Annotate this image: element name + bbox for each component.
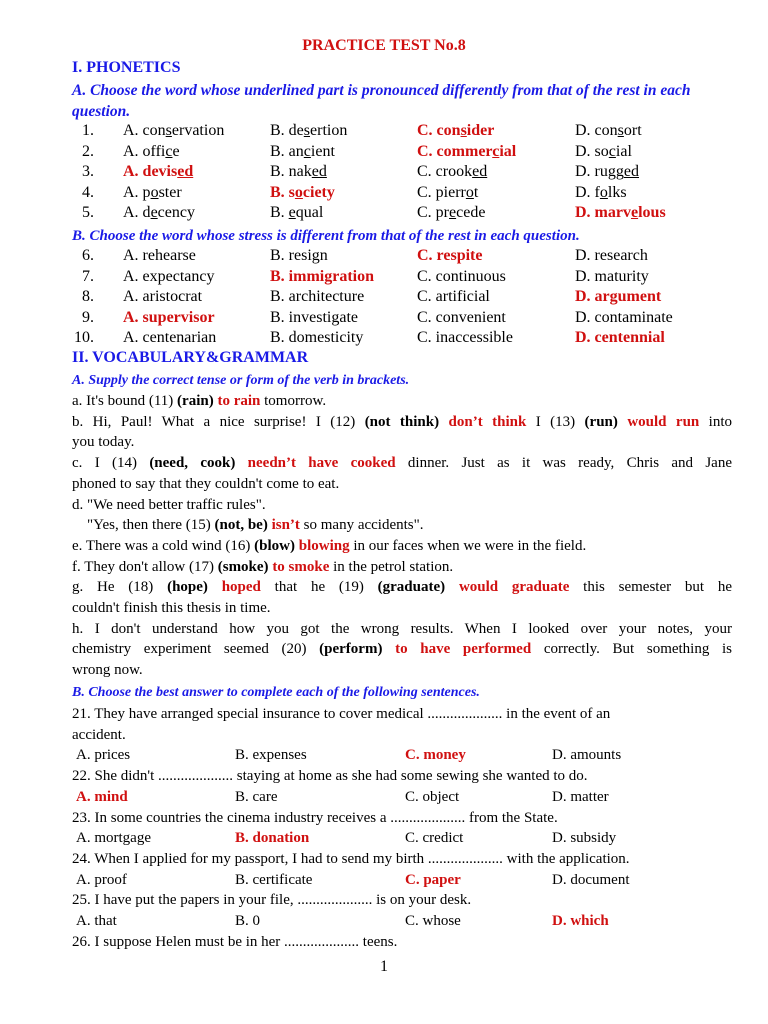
question-number: 6. xyxy=(82,247,94,264)
answer-option[interactable]: C. paper xyxy=(405,871,461,888)
answer-option[interactable]: A. prices xyxy=(76,747,131,764)
underlined-part: s xyxy=(617,122,624,139)
answer-option[interactable]: D. subsidy xyxy=(552,830,617,847)
exercise-line: b. Hi, Paul! What a nice surprise! I (12) (not think) don’t think I (13) (run) would run into xyxy=(72,413,732,430)
option-a[interactable]: A. centenarian xyxy=(123,329,217,347)
option-a[interactable]: A. conservation xyxy=(123,122,225,139)
stress-row xyxy=(72,246,732,266)
underlined-part: e xyxy=(630,204,639,222)
underlined-part: e xyxy=(150,204,158,222)
option-b[interactable]: B. architecture xyxy=(270,288,365,306)
underlined-part: o xyxy=(150,183,159,201)
option-c[interactable]: C. precede xyxy=(417,204,486,222)
option-d[interactable]: D. argument xyxy=(575,288,662,306)
underlined-part: c xyxy=(303,142,311,160)
question-number: 7. xyxy=(82,267,94,285)
option-d[interactable]: D. rugged xyxy=(575,163,639,181)
phonetics-part-b-instruction: B. Choose the word whose stress is different from that of the rest in each question. xyxy=(72,228,580,244)
phonetics-part-a-instruction: A. Choose the word whose underlined part is pronounced differently from that of the rest in each question. xyxy=(72,82,691,120)
option-b[interactable]: B. immigration xyxy=(270,267,374,285)
options-row xyxy=(72,787,732,807)
exercise-line: g. He (18) (hope) hoped that he (19) (graduate) would graduate this semester but he xyxy=(72,579,733,596)
option-d[interactable]: D. maturity xyxy=(575,267,649,285)
page-number: 1 xyxy=(380,958,388,975)
answer-option[interactable]: B. 0 xyxy=(235,913,261,929)
phonetics-row xyxy=(72,121,732,141)
section-vocabulary-heading: II. VOCABULARY&GRAMMAR xyxy=(72,349,309,366)
option-b[interactable]: B. desertion xyxy=(270,122,348,139)
option-b[interactable]: B. investigate xyxy=(270,308,358,326)
question-text-continued: accident. xyxy=(72,726,126,743)
answer-text: hoped xyxy=(221,579,261,596)
answer-option[interactable]: B. expenses xyxy=(235,747,307,764)
option-c[interactable]: C. convenient xyxy=(417,308,506,326)
answer-option[interactable]: A. mind xyxy=(76,788,128,805)
option-b[interactable]: B. domesticity xyxy=(270,329,364,347)
answer-option[interactable]: D. which xyxy=(552,913,609,929)
answer-option[interactable]: D. document xyxy=(552,871,630,888)
question-number: 5. xyxy=(82,204,94,222)
phonetics-row xyxy=(72,162,732,182)
option-a[interactable]: A. office xyxy=(123,142,180,160)
answer-option[interactable]: D. matter xyxy=(552,788,609,805)
answer-text: to smoke xyxy=(272,558,330,575)
question-text: 24. When I applied for my passport, I had to send my birth .................... with the application. xyxy=(72,850,630,867)
exercise-line: you today. xyxy=(72,434,135,451)
underlined-part: e xyxy=(449,204,457,222)
verb-prompt: (hope) xyxy=(167,579,208,596)
answer-text: needn’t have cooked xyxy=(247,455,396,472)
underlined-part: o xyxy=(294,183,303,201)
question-number: 8. xyxy=(82,288,94,306)
question-number: 3. xyxy=(82,163,94,181)
question-text: 22. She didn't .................... staying at home as she had some sewing she wanted to do. xyxy=(72,768,588,785)
answer-option[interactable]: B. donation xyxy=(235,830,310,847)
exercise-line: f. They don't allow (17) (smoke) to smoke in the petrol station. xyxy=(72,558,454,575)
phonetics-row xyxy=(72,183,732,203)
verb-prompt: (not, be) xyxy=(214,517,268,534)
option-c[interactable]: C. artificial xyxy=(417,288,490,306)
option-d[interactable]: D. consort xyxy=(575,122,642,139)
option-c[interactable]: C. pierrot xyxy=(417,183,479,201)
option-a[interactable]: A. poster xyxy=(123,183,182,201)
answer-text: isn’t xyxy=(271,517,300,534)
question-text: 25. I have put the papers in your file, .................... is on your desk. xyxy=(72,892,472,909)
stress-row xyxy=(72,308,732,328)
underlined-part: o xyxy=(599,183,608,201)
option-d[interactable]: D. contaminate xyxy=(575,308,673,326)
question-number: 9. xyxy=(82,308,94,326)
option-a[interactable]: A. devised xyxy=(123,163,194,181)
option-c[interactable]: C. crooked xyxy=(417,163,488,181)
answer-option[interactable]: B. care xyxy=(235,788,278,805)
underlined-part: c xyxy=(608,142,616,160)
exercise-line: d. "We need better traffic rules". xyxy=(72,496,266,513)
exercise-line: phoned to say that they couldn't come to eat. xyxy=(72,475,340,492)
underlined-part: e xyxy=(288,204,296,222)
option-c[interactable]: C. respite xyxy=(417,247,483,264)
answer-option[interactable]: A. that xyxy=(76,913,117,929)
question-number: 2. xyxy=(82,142,94,160)
underlined-part: s xyxy=(460,122,467,139)
answer-option[interactable]: C. whose xyxy=(405,913,461,929)
exercise-line: "Yes, then there (15) (not, be) isn’t so many accidents". xyxy=(72,517,424,534)
verb-prompt: (blow) xyxy=(254,537,296,554)
answer-text: would graduate xyxy=(458,579,570,596)
answer-text: to rain xyxy=(217,393,261,409)
verb-prompt: (graduate) xyxy=(377,579,446,596)
option-d[interactable]: D. social xyxy=(575,142,632,160)
question-number: 1. xyxy=(82,122,94,139)
answer-option[interactable]: C. money xyxy=(405,747,466,764)
answer-option[interactable]: D. amounts xyxy=(552,747,622,764)
verb-prompt: (not think) xyxy=(364,413,440,430)
answer-option[interactable]: C. credict xyxy=(405,830,464,847)
exercise-line: chemistry experiment seemed (20) (perform) to have performed correctly. But something is xyxy=(72,641,732,658)
exercise-line: h. I don't understand how you got the wrong results. When I looked over your notes, your xyxy=(72,620,732,637)
underlined-part: ed xyxy=(623,163,639,181)
answer-text: blowing xyxy=(298,537,350,554)
option-c[interactable]: C. consider xyxy=(417,122,495,139)
exercise-line: couldn't finish this thesis in time. xyxy=(72,600,271,616)
option-b[interactable]: B. equal xyxy=(270,204,324,222)
phonetics-row xyxy=(72,142,732,162)
underlined-part: ed xyxy=(177,163,194,181)
option-d[interactable]: D. centennial xyxy=(575,329,665,347)
underlined-part: s xyxy=(165,122,172,139)
options-row xyxy=(72,745,732,765)
page-title: PRACTICE TEST No.8 xyxy=(302,37,466,54)
underlined-part: c xyxy=(165,142,173,160)
option-a[interactable]: A. rehearse xyxy=(123,247,196,264)
option-a[interactable]: A. decency xyxy=(123,204,195,222)
underlined-part: o xyxy=(465,183,474,201)
option-d[interactable]: D. marvelous xyxy=(575,204,666,222)
question-text: 26. I suppose Helen must be in her .................... teens. xyxy=(72,933,398,950)
question-text: 23. In some countries the cinema industry receives a .................... from the State. xyxy=(72,809,558,826)
answer-text: to have performed xyxy=(395,641,532,658)
options-row xyxy=(72,828,732,848)
answer-option[interactable]: A. mortgage xyxy=(76,830,151,847)
options-row xyxy=(72,870,732,890)
verb-prompt: (smoke) xyxy=(217,558,269,575)
answer-text: don’t think xyxy=(448,413,527,430)
answer-text: would run xyxy=(627,413,700,430)
verb-prompt: (need, cook) xyxy=(149,455,236,472)
exercise-line: c. I (14) (need, cook) needn’t have cooked dinner. Just as it was ready, Chris and Jane xyxy=(72,455,732,472)
vocab-part-a-instruction: A. Supply the correct tense or form of the verb in brackets. xyxy=(72,373,410,388)
answer-option[interactable]: A. proof xyxy=(76,871,127,888)
option-d[interactable]: D. folks xyxy=(575,183,627,201)
question-text: 21. They have arranged special insurance to cover medical .................... in the event of an xyxy=(72,706,611,722)
answer-option[interactable]: C. object xyxy=(405,788,460,805)
option-b[interactable]: B. ancient xyxy=(270,142,335,160)
stress-row xyxy=(72,287,732,307)
underlined-part: c xyxy=(492,142,500,160)
option-a[interactable]: A. aristocrat xyxy=(123,288,203,306)
stress-row xyxy=(72,267,732,287)
option-b[interactable]: B. naked xyxy=(270,163,327,181)
stress-row xyxy=(72,328,732,348)
answer-option[interactable]: B. certificate xyxy=(235,871,313,888)
verb-prompt: (rain) xyxy=(177,393,214,409)
section-phonetics-heading: I. PHONETICS xyxy=(72,59,181,76)
question-number: 4. xyxy=(82,183,94,201)
option-c[interactable]: C. commercial xyxy=(417,142,517,160)
question-number: 10. xyxy=(74,329,94,347)
option-a[interactable]: A. expectancy xyxy=(123,267,215,285)
exercise-line: a. It's bound (11) (rain) to rain tomorrow. xyxy=(72,393,327,409)
vocab-part-b-instruction: B. Choose the best answer to complete each of the following sentences. xyxy=(72,685,480,700)
underlined-part: ed xyxy=(472,163,488,181)
option-d[interactable]: D. research xyxy=(575,247,648,264)
underlined-part: ed xyxy=(311,163,327,181)
option-a[interactable]: A. supervisor xyxy=(123,308,215,326)
exercise-line: wrong now. xyxy=(72,662,143,679)
options-row xyxy=(72,911,732,931)
exercise-line: e. There was a cold wind (16) (blow) blowing in our faces when we were in the field. xyxy=(72,537,587,554)
option-b[interactable]: B. society xyxy=(270,183,335,201)
verb-prompt: (run) xyxy=(584,413,618,430)
option-c[interactable]: C. inaccessible xyxy=(417,329,513,347)
phonetics-row xyxy=(72,203,732,223)
underlined-part: s xyxy=(303,122,311,139)
option-c[interactable]: C. continuous xyxy=(417,267,506,285)
verb-prompt: (perform) xyxy=(319,641,383,658)
option-b[interactable]: B. resign xyxy=(270,247,328,264)
